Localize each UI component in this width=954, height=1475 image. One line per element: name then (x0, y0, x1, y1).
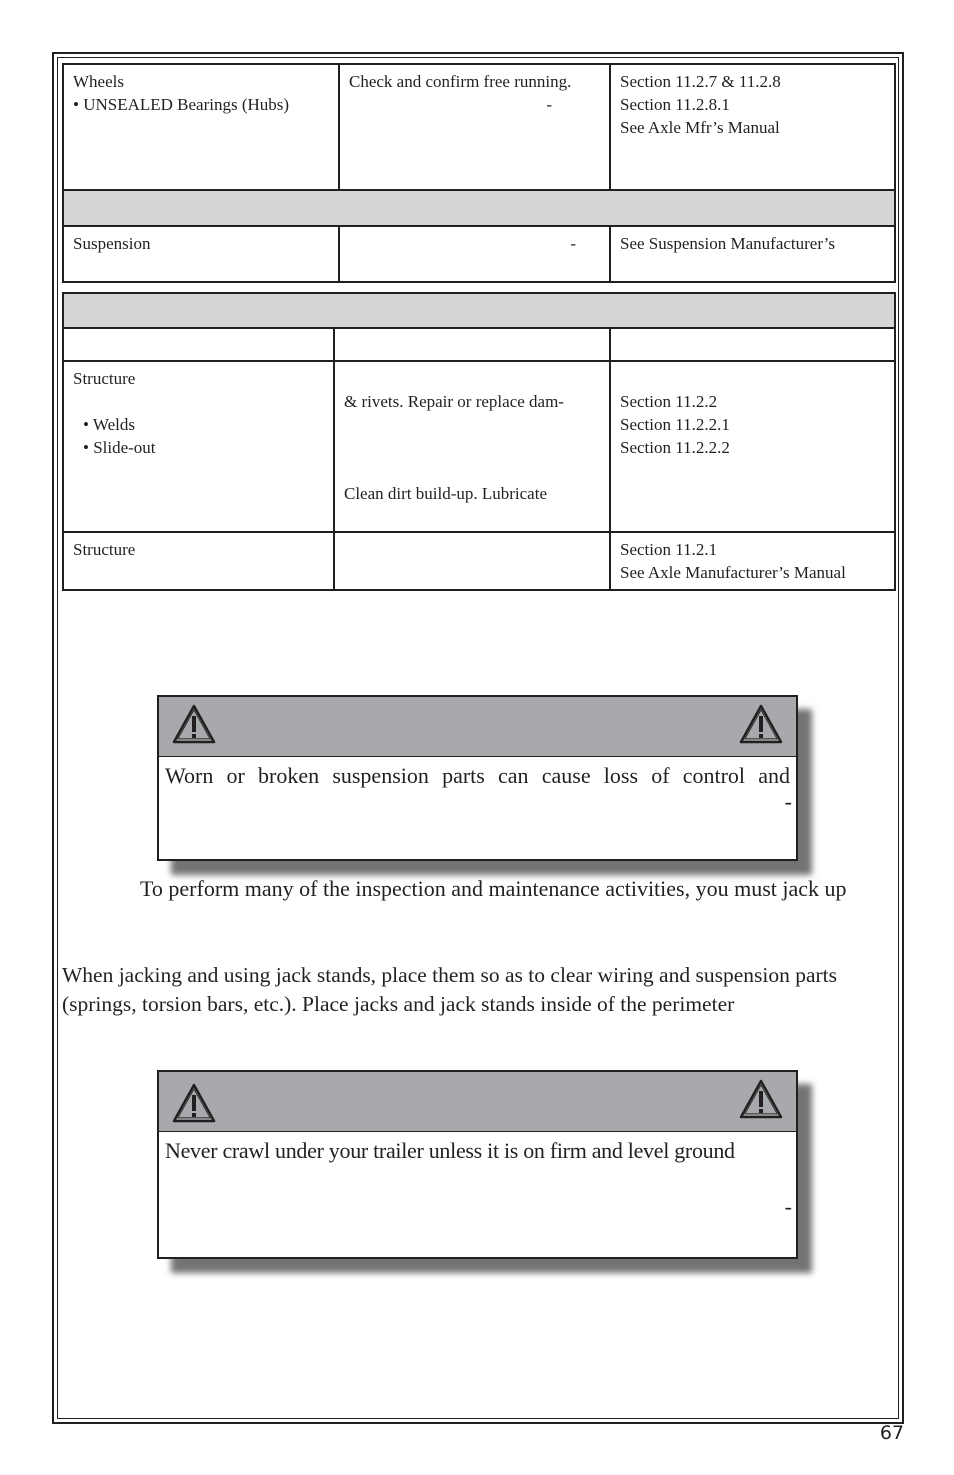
hyphen-text: - (784, 789, 792, 814)
warning-box (157, 695, 798, 861)
table-row (63, 293, 895, 328)
table-cell (334, 361, 610, 532)
section-header-band (63, 190, 895, 226)
procedure-text: & rivets. Repair or replace dam- (344, 392, 564, 411)
page-number: 67 (879, 1422, 904, 1444)
warning-triangle-icon (738, 703, 784, 745)
warning-box (157, 1070, 798, 1259)
warning-text: Never crawl under your trailer unless it is on firm and level ground (165, 1138, 735, 1163)
table-row (63, 190, 895, 226)
item-bullet: • Welds (83, 413, 324, 436)
warning-triangle-icon (171, 703, 217, 745)
warning-header (159, 1072, 796, 1132)
body-paragraph: When jacking and using jack stands, place them so as to clear wiring and suspension parts (springs, torsion bars, etc.). Place jacks and jack stands inside of the perimeter (62, 963, 837, 1016)
table-cell (63, 226, 339, 282)
item-title: Structure (73, 540, 136, 559)
procedure-text: Check and confirm free running. (349, 72, 572, 91)
header-cell (63, 328, 334, 361)
table-cell (610, 361, 895, 532)
table-cell (63, 361, 334, 532)
table-header-row (63, 328, 895, 361)
section-ref: Section 11.2.7 & 11.2.8 (620, 72, 781, 91)
table-row (63, 361, 895, 532)
table-cell (339, 226, 610, 282)
section-ref: See Axle Manufacturer’s Manual (620, 563, 846, 582)
table-cell (610, 226, 895, 282)
warning-text: Worn or broken suspension parts can cause loss of control and (165, 763, 790, 788)
section-ref: Section 11.2.2.1 (620, 415, 730, 434)
table-cell (63, 532, 334, 590)
section-ref: See Suspension Manufacturer’s (620, 234, 835, 253)
clipped-text-line (140, 874, 847, 901)
item-bullet: • UNSEALED Bearings (Hubs) (73, 93, 329, 116)
section-header-band (63, 293, 895, 328)
item-title: Wheels (73, 72, 124, 91)
table-row (63, 226, 895, 282)
procedure-text: Clean dirt build-up. Lubricate (344, 484, 547, 503)
table-cell (610, 532, 895, 590)
warning-body (159, 1132, 796, 1219)
section-ref: See Axle Mfr’s Manual (620, 118, 780, 137)
table-cell (334, 532, 610, 590)
table-row (63, 532, 895, 590)
table-cell (610, 64, 895, 190)
item-title: Structure (73, 369, 136, 388)
section-ref: Section 11.2.2.2 (620, 438, 730, 457)
item-bullet: • Slide-out (83, 436, 324, 459)
hyphen-text: - (570, 234, 576, 253)
table-row (63, 64, 895, 190)
section-ref: Section 11.2.1 (620, 540, 718, 559)
inspection-table-1 (62, 63, 896, 283)
section-ref: Section 11.2.8.1 (620, 95, 730, 114)
table-cell (63, 64, 339, 190)
section-ref: Section 11.2.2 (620, 392, 718, 411)
hyphen-text: - (546, 95, 552, 114)
header-cell (610, 328, 895, 361)
warning-header (159, 697, 796, 757)
warning-body (159, 757, 796, 814)
item-title: Suspension (73, 234, 151, 253)
header-cell (334, 328, 610, 361)
paragraph-line: To perform many of the inspection and maintenance activities, you must jack up (140, 876, 847, 901)
inspection-table-2 (62, 292, 896, 591)
table-cell (339, 64, 610, 190)
warning-triangle-icon (171, 1082, 217, 1124)
warning-triangle-icon (738, 1078, 784, 1120)
hyphen-text: - (784, 1194, 792, 1219)
